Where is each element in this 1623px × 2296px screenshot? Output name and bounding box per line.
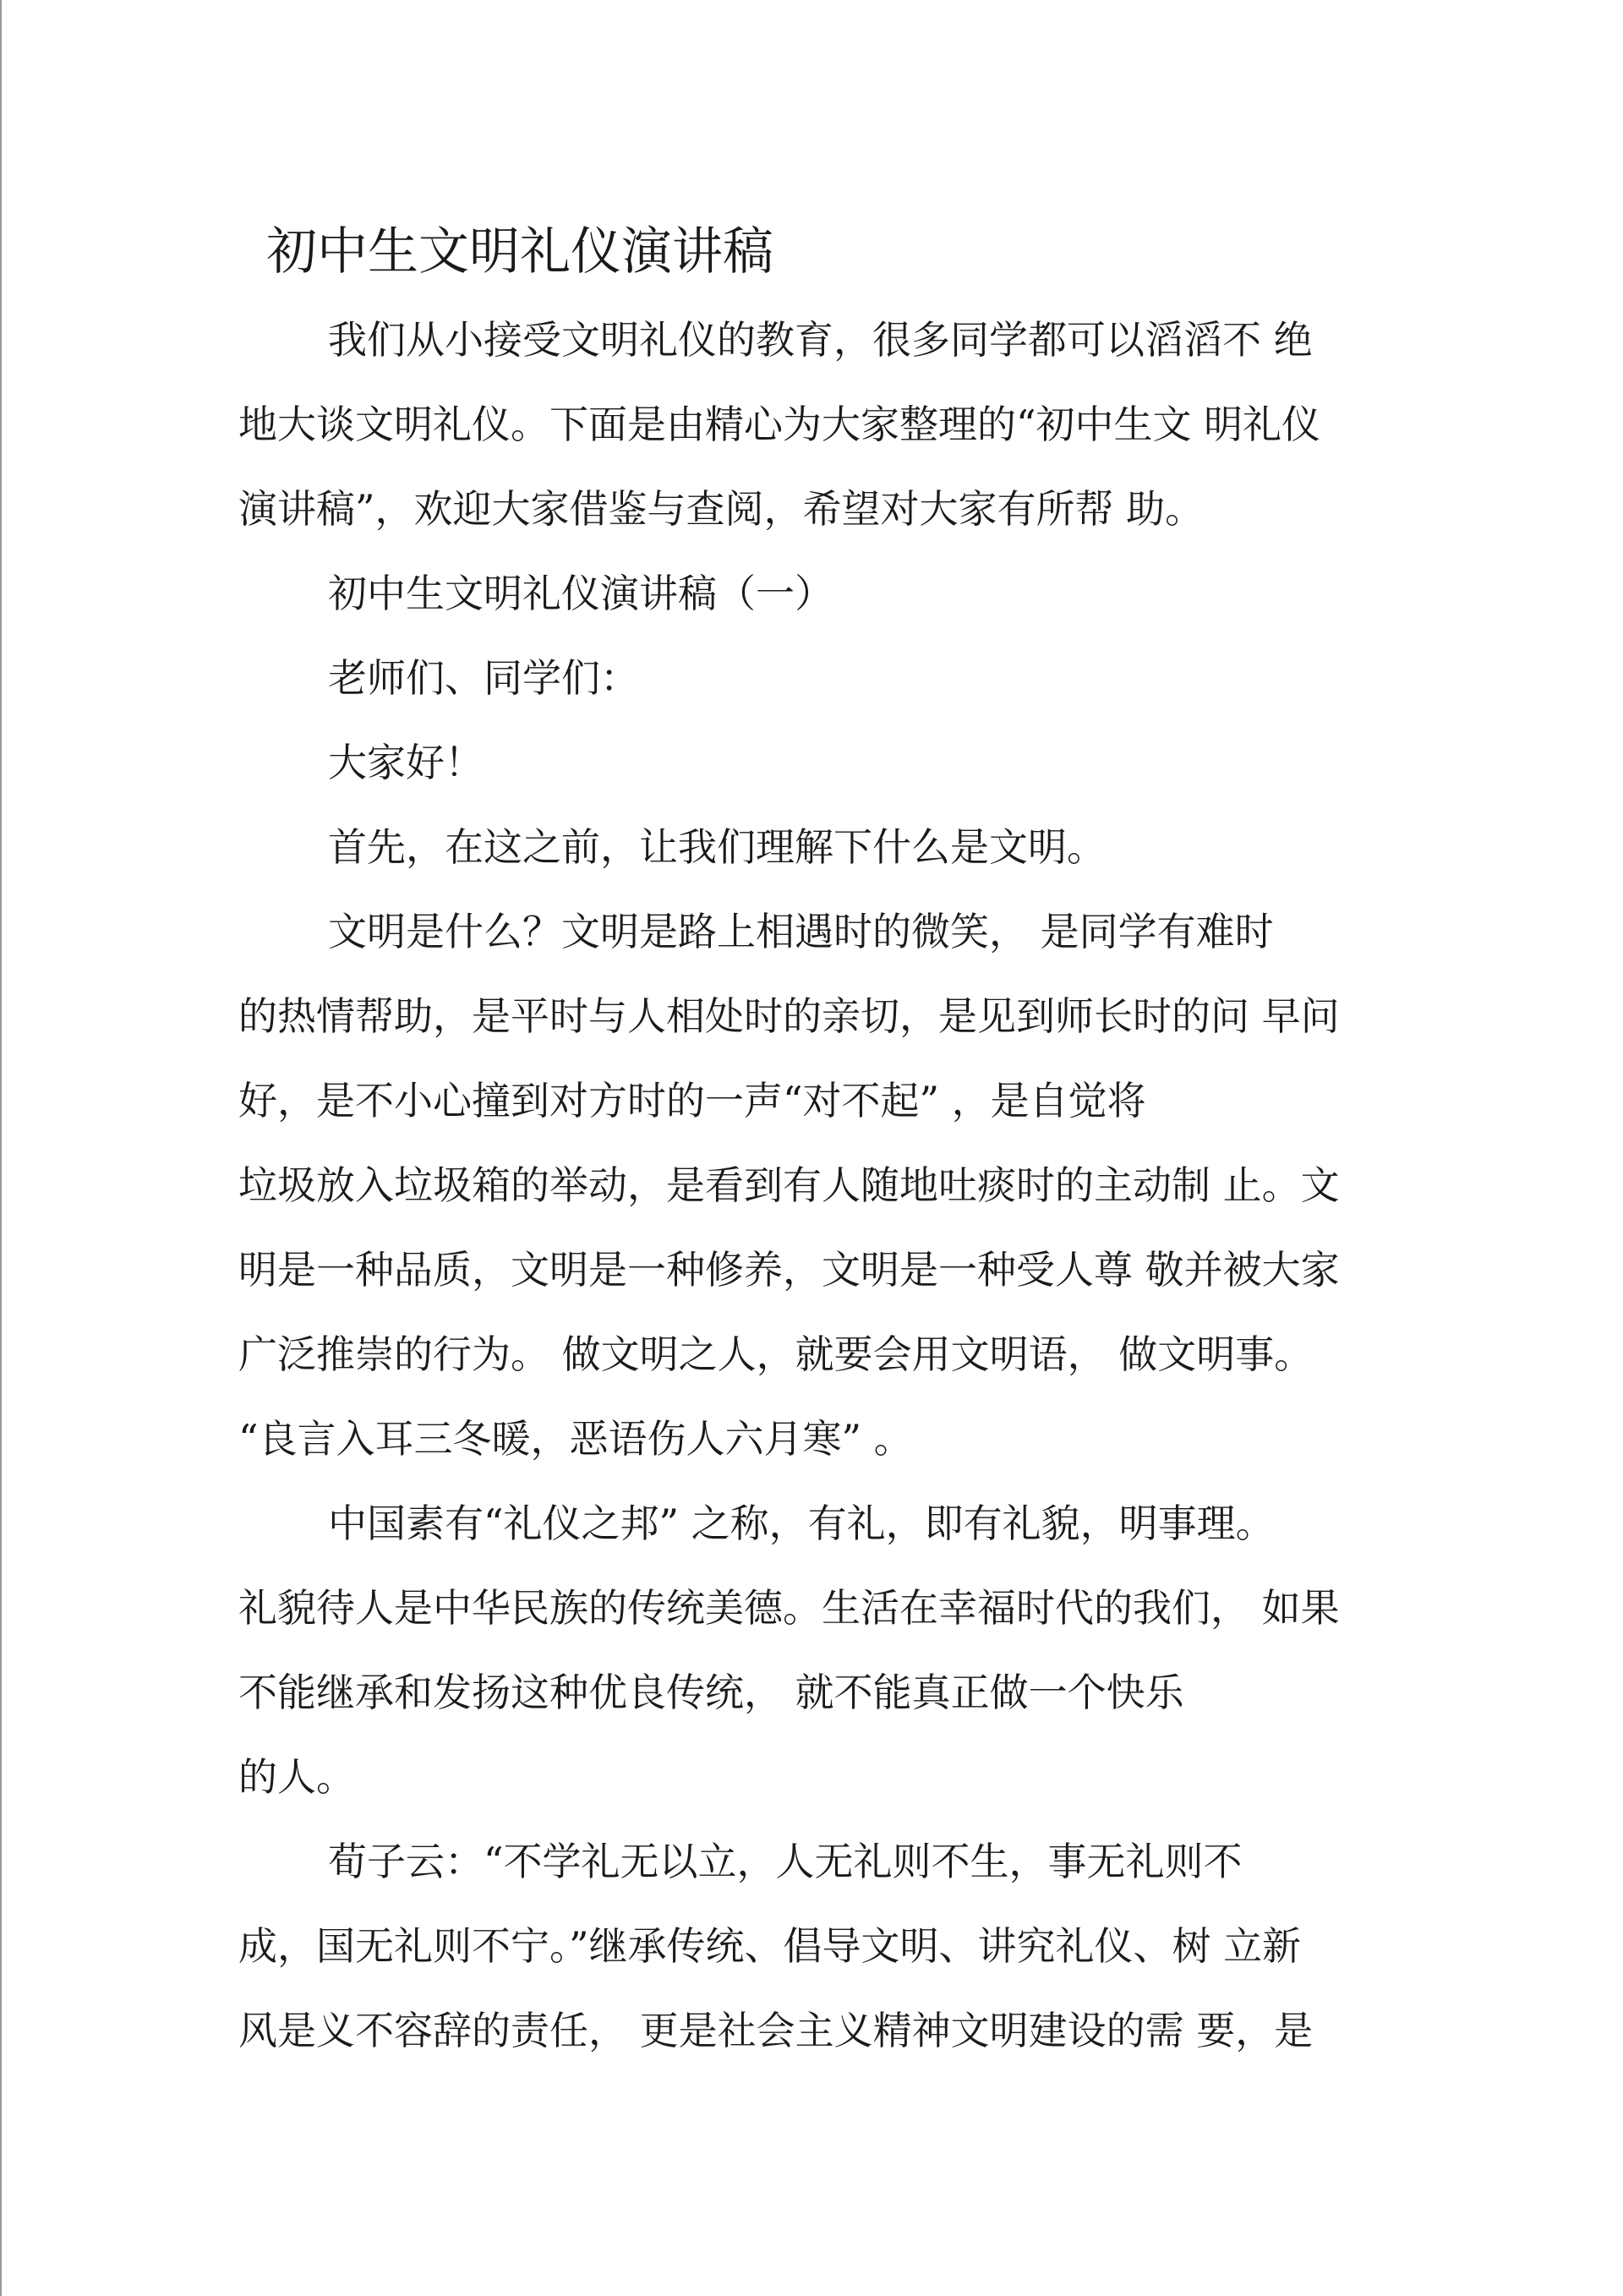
paragraph-line: 中国素有“礼仪之邦” 之称，有礼，即有礼貌，明事理。 — [328, 1501, 1275, 1546]
paragraph-line: 荀子云：“不学礼无以立，人无礼则不生，事无礼则不 — [328, 1839, 1243, 1884]
paragraph-line: 不能继承和发扬这种优良传统， 就不能真正做一个快乐 — [238, 1670, 1184, 1715]
paragraph-line: 好，是不小心撞到对方时的一声“对不起” ，是自觉将 — [238, 1078, 1146, 1123]
paragraph-line: 成，国无礼则不宁。”继承传统、倡导文明、讲究礼仪、树 立新 — [238, 1923, 1302, 1969]
paragraph-line: 首先，在这之前，让我们理解下什么是文明。 — [328, 824, 1106, 870]
paragraph-line: 的人。 — [238, 1754, 355, 1800]
paragraph-line: 文明是什么？文明是路上相遇时的微笑， 是同学有难时 — [328, 909, 1274, 954]
paragraph-line: 演讲稿”，欢迎大家借鉴与查阅，希望对大家有所帮 助。 — [238, 486, 1205, 532]
document-title: 初中生文明礼仪演讲稿 — [266, 222, 773, 282]
paragraph-line: 初中生文明礼仪演讲稿（一） — [328, 571, 833, 616]
paragraph-line: 广泛推崇的行为。 做文明之人，就要会用文明语， 做文明事。 — [238, 1331, 1314, 1377]
paragraph-line: 我们从小接受文明礼仪的教育，很多同学都可以滔滔不 绝 — [328, 317, 1313, 363]
paragraph-line: 礼貌待人是中华民族的传统美德。生活在幸福时代的我们， 如果 — [238, 1585, 1340, 1631]
paragraph-line: 明是一种品质，文明是一种修养，文明是一种受人尊 敬并被大家 — [238, 1247, 1340, 1293]
paragraph-line: 风是义不容辞的责任， 更是社会主义精神文明建设的需 要，是 — [238, 2008, 1314, 2053]
paragraph-line: 地大谈文明礼仪。下面是由精心为大家整理的“初中生文 明礼仪 — [238, 402, 1321, 447]
paragraph-line: 的热情帮助，是平时与人相处时的亲切，是见到师长时的问 早问 — [238, 993, 1340, 1039]
paragraph-line: “良言入耳三冬暖，恶语伤人六月寒” 。 — [238, 1416, 913, 1462]
paragraph-line: 大家好！ — [328, 740, 484, 785]
paragraph-line: 垃圾放入垃圾箱的举动，是看到有人随地吐痰时的主动制 止。文 — [238, 1162, 1340, 1208]
paragraph-line: 老师们、同学们： — [328, 655, 639, 701]
